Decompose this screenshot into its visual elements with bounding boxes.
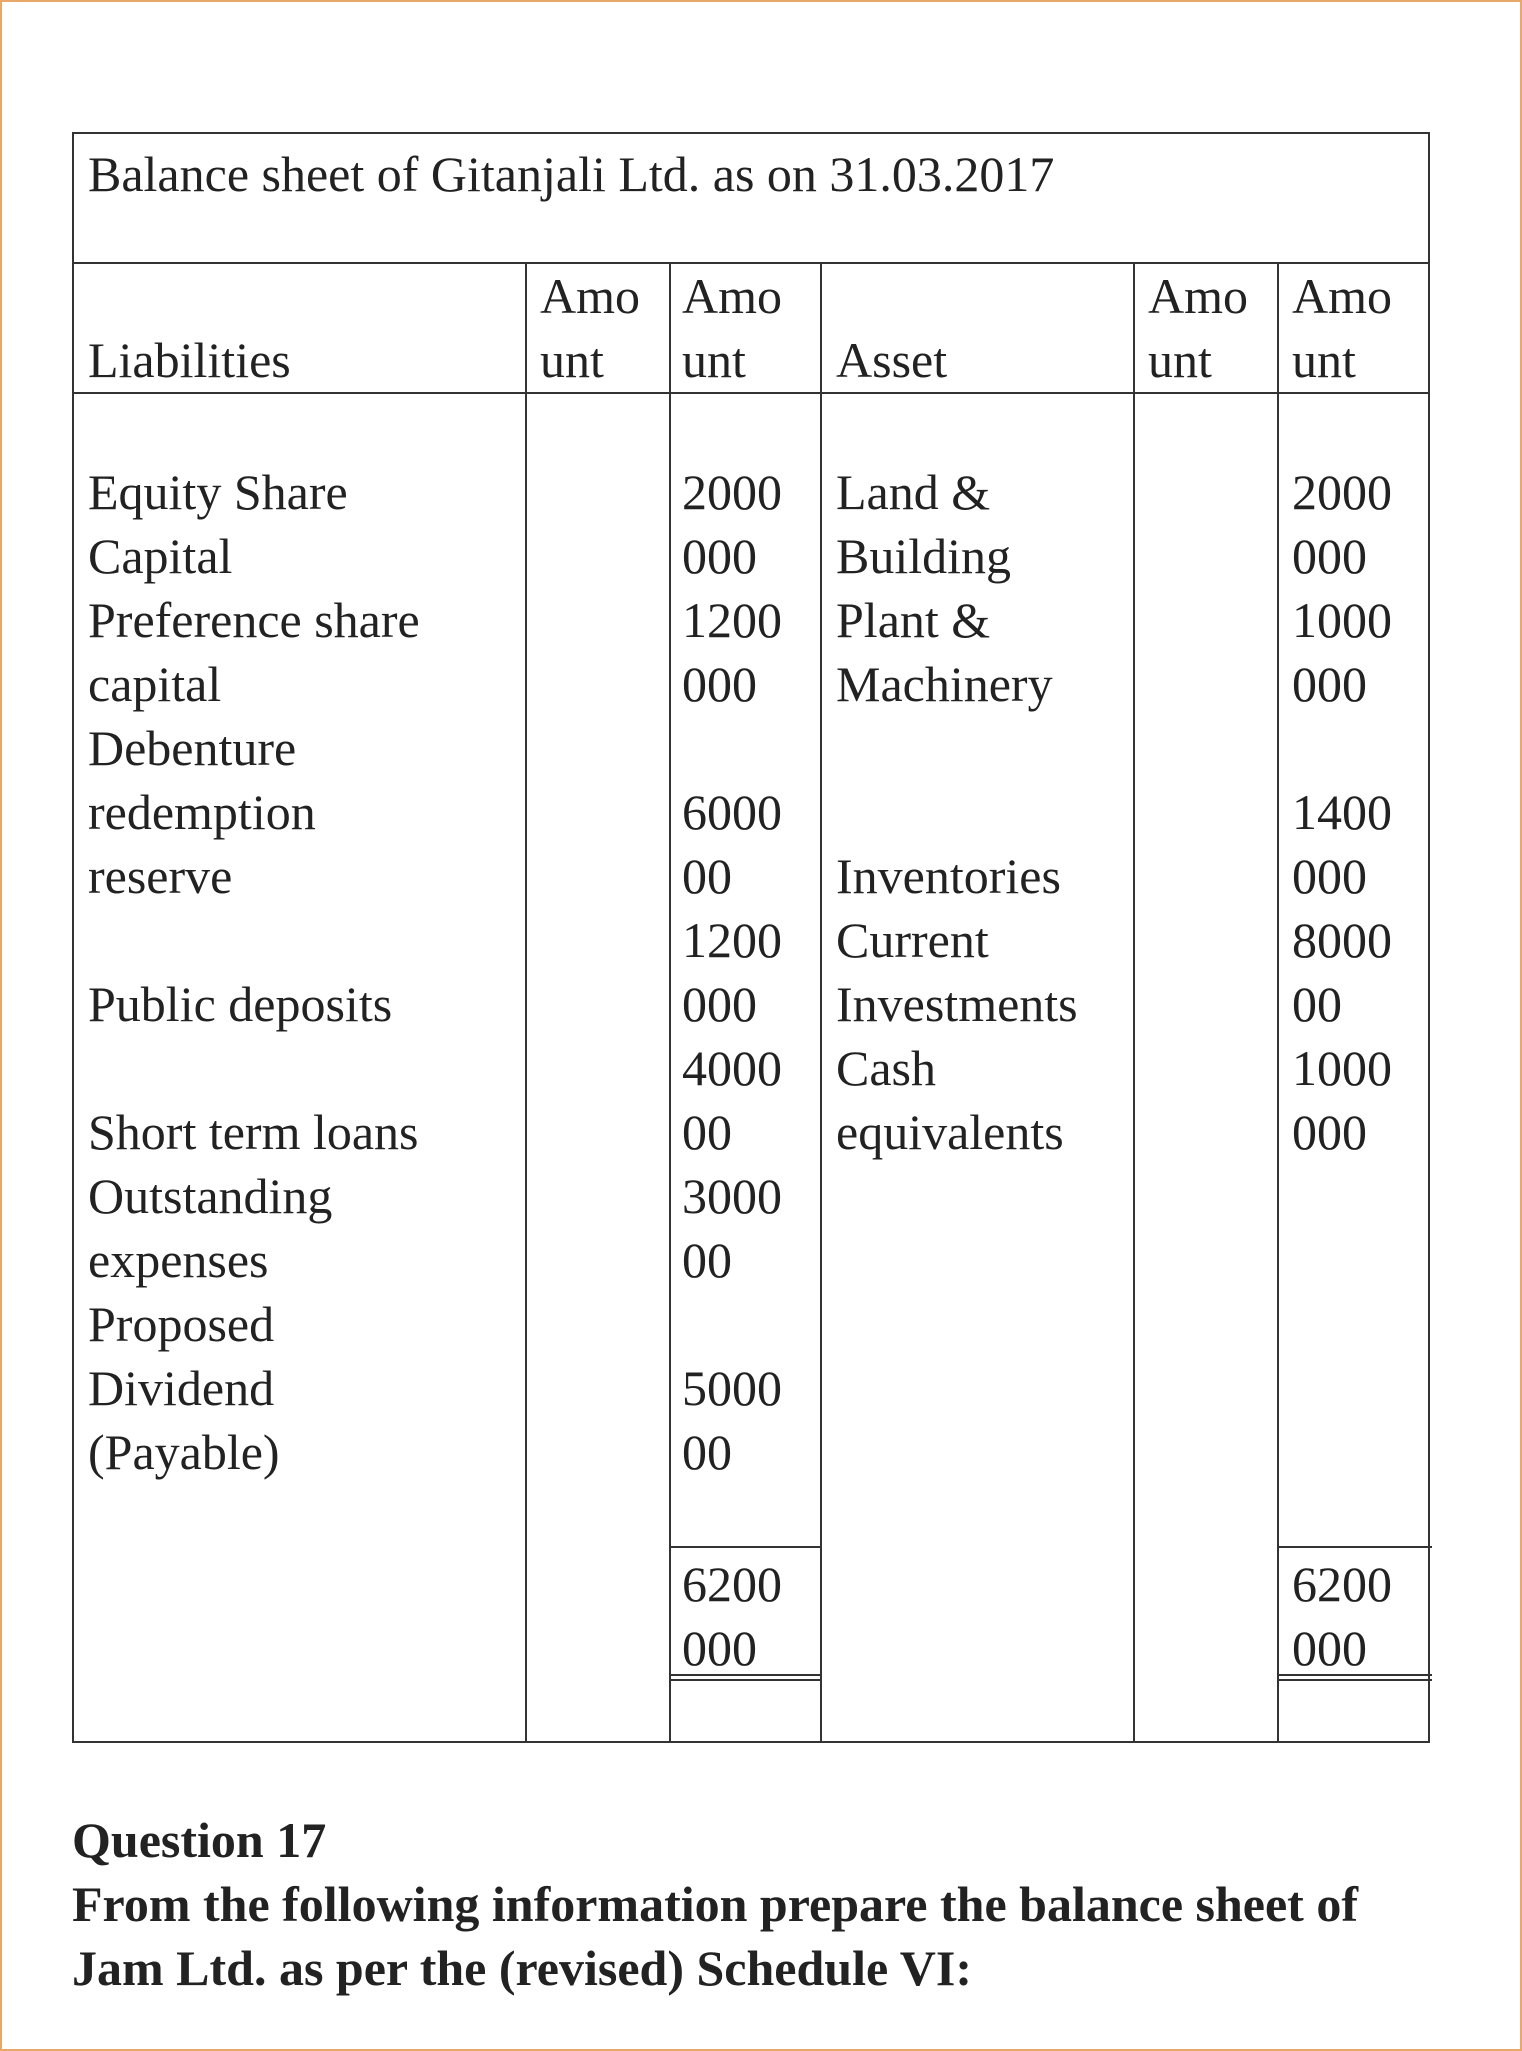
- asset-line: Land &: [836, 464, 991, 520]
- liability-line: Capital: [88, 528, 233, 584]
- column-divider: [1133, 264, 1135, 1741]
- liability-amount-line: 000: [682, 976, 757, 1032]
- amount-header-line1: Amo: [682, 268, 782, 324]
- amount-header-line1: Amo: [540, 268, 640, 324]
- amount-header-line2: unt: [1292, 332, 1356, 388]
- asset-amount-line: 1000: [1292, 1040, 1392, 1096]
- asset-amount-line: 1000: [1292, 592, 1392, 648]
- liabilities-column: [88, 460, 420, 1484]
- asset-line: Investments: [836, 976, 1078, 1032]
- asset-amount-line: 000: [1292, 1104, 1367, 1160]
- assets-column: [836, 460, 1078, 1164]
- title-row: [74, 134, 1428, 264]
- question-heading: Question 17: [72, 1812, 327, 1868]
- column-divider: [669, 264, 671, 1741]
- liability-amount-line: 000: [682, 656, 757, 712]
- liability-amount-line: 4000: [682, 1040, 782, 1096]
- balance-sheet-table: [72, 132, 1430, 1743]
- asset-line: [836, 780, 1078, 844]
- amount-header-line1: Amo: [1148, 268, 1248, 324]
- asset-header: Asset: [836, 332, 948, 388]
- liability-amount-line: 1200: [682, 912, 782, 968]
- liabilities-double-rule: [669, 1674, 820, 1681]
- liability-line: Equity Share: [88, 464, 348, 520]
- amount-header-line2: unt: [540, 332, 604, 388]
- assets-total-line: 000: [1292, 1620, 1367, 1676]
- asset-amount-line: 00: [1292, 976, 1342, 1032]
- asset-amount-line: [1292, 716, 1392, 780]
- asset-amount-line: 000: [1292, 528, 1367, 584]
- header-divider: [74, 392, 1428, 394]
- liability-line: Debenture: [88, 720, 297, 776]
- amount-header-line2: unt: [1148, 332, 1212, 388]
- liability-amount-line: 00: [682, 1104, 732, 1160]
- liability-amount-line: 000: [682, 528, 757, 584]
- column-divider: [525, 264, 527, 1741]
- liabilities-header: Liabilities: [88, 332, 291, 388]
- liability-line: Proposed: [88, 1296, 275, 1352]
- liability-line: expenses: [88, 1232, 269, 1288]
- assets-total-rule: [1277, 1546, 1432, 1548]
- liabilities-total: [682, 1552, 782, 1680]
- liability-line: Public deposits: [88, 976, 393, 1032]
- liability-amounts-column: [682, 460, 782, 1484]
- liabilities-total-line: 6200: [682, 1556, 782, 1612]
- liability-line: Short term loans: [88, 1104, 419, 1160]
- question-text: From the following information prepare the balance sheet of Jam Ltd. as per the (revised) Schedule VI:: [72, 1876, 1358, 1996]
- asset-amount-line: 8000: [1292, 912, 1392, 968]
- asset-line: Building: [836, 528, 1012, 584]
- liability-line: reserve: [88, 848, 233, 904]
- asset-line: Machinery: [836, 656, 1053, 712]
- asset-amount-line: 000: [1292, 656, 1367, 712]
- asset-amount-line: 1400: [1292, 784, 1392, 840]
- liability-amount-line: 2000: [682, 464, 782, 520]
- asset-line: Inventories: [836, 848, 1061, 904]
- liability-line: (Payable): [88, 1424, 280, 1480]
- liability-line: Outstanding: [88, 1168, 333, 1224]
- liability-amount-line: 1200: [682, 592, 782, 648]
- asset-line: Plant &: [836, 592, 991, 648]
- liability-amount-line: 00: [682, 1232, 732, 1288]
- liability-amount-line: 6000: [682, 784, 782, 840]
- liability-amount-line: 00: [682, 848, 732, 904]
- balance-sheet-title: Balance sheet of Gitanjali Ltd. as on 31.03.2017: [88, 146, 1055, 202]
- asset-line: equivalents: [836, 1104, 1064, 1160]
- liabilities-total-line: 000: [682, 1620, 757, 1676]
- amount-header-line2: unt: [682, 332, 746, 388]
- liability-line: [88, 908, 420, 972]
- liability-amount-line: 00: [682, 1424, 732, 1480]
- asset-amounts-column: [1292, 460, 1392, 1164]
- liability-amount-line: [682, 1292, 782, 1356]
- asset-amount-line: 2000: [1292, 464, 1392, 520]
- column-divider: [820, 264, 822, 1741]
- liability-line: redemption: [88, 784, 316, 840]
- asset-line: Cash: [836, 1040, 936, 1096]
- liability-line: [88, 1036, 420, 1100]
- liability-line: capital: [88, 656, 222, 712]
- assets-double-rule: [1277, 1674, 1432, 1681]
- liability-line: Dividend: [88, 1360, 275, 1416]
- liability-amount-line: [682, 716, 782, 780]
- assets-total: [1292, 1552, 1392, 1680]
- liability-line: Preference share: [88, 592, 420, 648]
- liability-amount-line: 5000: [682, 1360, 782, 1416]
- asset-line: Current: [836, 912, 989, 968]
- liability-amount-line: 3000: [682, 1168, 782, 1224]
- asset-amount-line: 000: [1292, 848, 1367, 904]
- liabilities-total-rule: [669, 1546, 820, 1548]
- amount-header-line1: Amo: [1292, 268, 1392, 324]
- assets-total-line: 6200: [1292, 1556, 1392, 1612]
- column-divider: [1277, 264, 1279, 1741]
- asset-line: [836, 716, 1078, 780]
